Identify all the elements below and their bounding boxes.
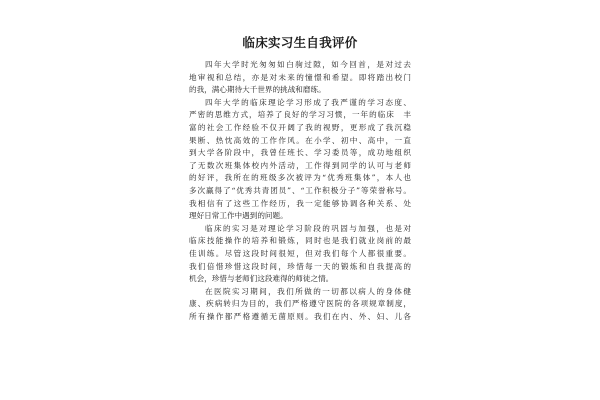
paragraph-first-line: 四年大学时光匆匆如白驹过隙，如今回首，是对过去	[205, 60, 411, 69]
paragraph-first-line: 临床的实习是对理论学习阶段的巩固与加强，也是对	[205, 223, 411, 233]
text-line: 果断、热忱高效的工作作风。在小学、初中、高中，一直	[189, 135, 411, 145]
document-body	[189, 59, 411, 323]
paragraph-first-line: 在医院实习期间，我们所做的一切都以病人的身体健	[205, 286, 411, 296]
text-line: 地审视和总结，亦是对未来的憧憬和希望。即将踏出校门	[189, 72, 411, 82]
text-line: 我相信有了这些工作经历，我一定能够协调各种关系、处	[189, 198, 411, 208]
text-line: 机会，珍惜与老师们这段难得的师徒之情。	[189, 274, 334, 284]
text-line: 佳训练。尽管这段时间很短，但对我们每个人都很重要。	[189, 248, 411, 258]
text-line: 严密的思维方式，培养了良好的学习习惯，一年的临床 丰	[189, 110, 411, 120]
paragraph-first-line: 四年大学的临床理论学习形成了我严谨的学习态度、	[205, 97, 411, 107]
document-title: 临床实习生自我评价	[242, 35, 358, 50]
text-line: 所有操作都严格遵循无菌原则。我们在内、外、妇、儿各	[189, 311, 411, 321]
text-line: 的好评，我所在的班级多次被评为“优秀班集体”，本人也	[189, 173, 411, 183]
text-line: 临床技能操作的培养和锻炼，同时也是我们就业岗前的最	[189, 236, 411, 246]
text-line: 多次赢得了“优秀共青团员”、“工作积极分子”等荣誉称号。	[189, 185, 411, 195]
text-line: 的我，满心期待大千世界的挑战和磨练。	[189, 85, 326, 95]
document-page	[181, 0, 419, 400]
text-line: 了无数次班集体校内外活动，工作得到同学的认可与老师	[189, 160, 411, 170]
text-line: 理好日常工作中遇到的问题。	[189, 211, 288, 221]
text-line: 我们倍惜珍惜这段时间，珍惜每一天的锻炼和自我提高的	[189, 261, 411, 271]
text-line: 富的社会工作经验不仅开阔了我的视野，更形成了我沉稳	[189, 122, 411, 132]
text-line: 康、疾病转归为目的，我们严格遵守医院的各项规章制度，	[189, 299, 411, 309]
text-line: 到大学各阶段中，我曾任班长、学习委员等，成功地组织	[189, 148, 411, 158]
